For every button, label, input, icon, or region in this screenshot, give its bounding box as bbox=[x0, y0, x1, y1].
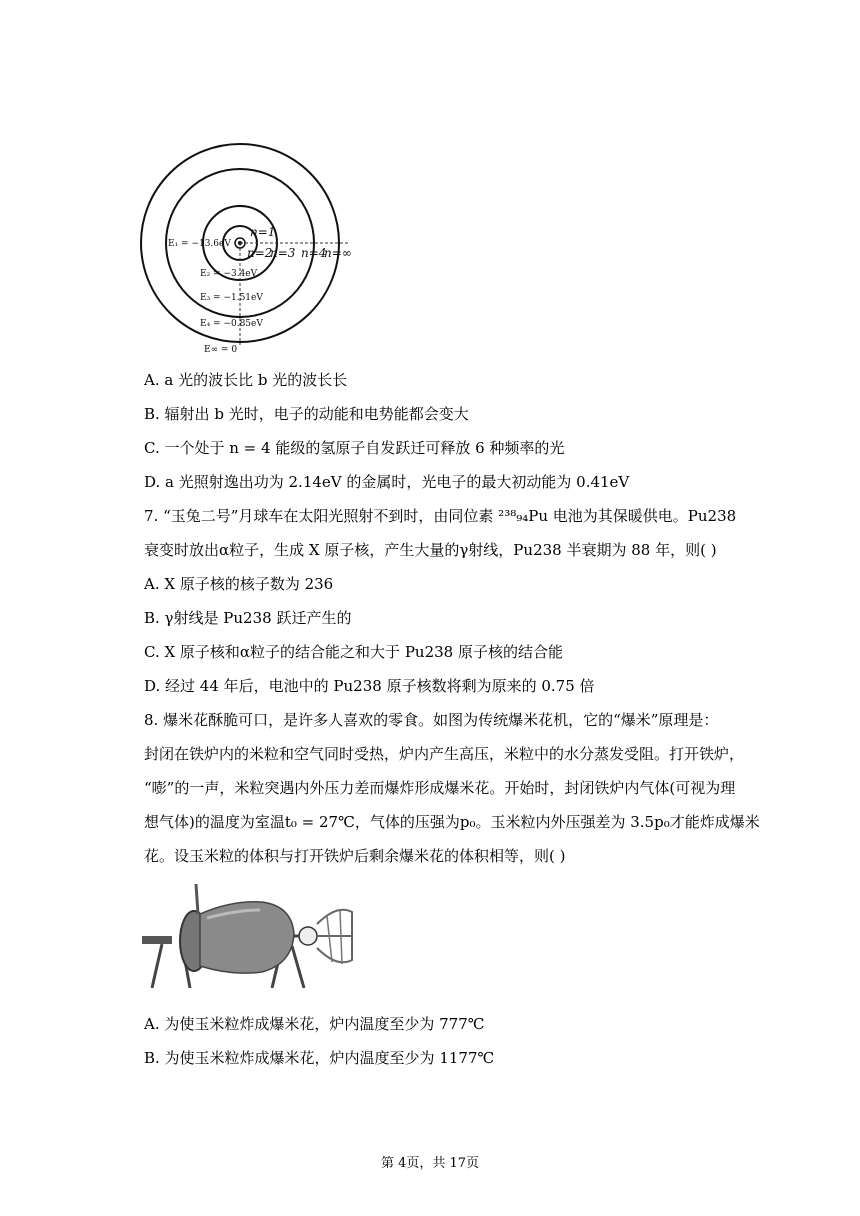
q7-option-a: A. X 原子核的核子数为 236 bbox=[144, 575, 334, 593]
q7-option-d: D. 经过 44 年后，电池中的 Pu238 原子核数将剩为原来的 0.75 倍 bbox=[144, 677, 595, 695]
q6-option-c: C. 一个处于 n = 4 能级的氢原子自发跃迁可释放 6 种频率的光 bbox=[144, 439, 565, 457]
energy-e4: E₄ = −0.85eV bbox=[200, 319, 263, 329]
q8-stem-line3: “嘭”的一声，米粒突遇内外压力差而爆炸形成爆米花。开始时，封闭铁炉内气体(可视为理 bbox=[144, 779, 736, 797]
energy-e1: E₁ = −13.6eV bbox=[168, 239, 231, 249]
q8-option-a: A. 为使玉米粒炸成爆米花，炉内温度至少为 777℃ bbox=[144, 1015, 485, 1033]
label-n1: n=1 bbox=[250, 225, 276, 239]
q7-option-c: C. X 原子核和α粒子的结合能之和大于 Pu238 原子核的结合能 bbox=[144, 643, 563, 661]
energy-e2: E₂ = −3.4eV bbox=[200, 269, 258, 279]
label-n3: n=3 bbox=[270, 246, 296, 260]
q7-stem-line2: 衰变时放出α粒子，生成 X 原子核，产生大量的γ射线，Pu238 半衰期为 88 年，则( ) bbox=[144, 541, 717, 559]
page-footer: 第 4页，共 17页 bbox=[380, 1156, 480, 1171]
energy-e3: E₃ = −1.51eV bbox=[200, 293, 263, 303]
q8-option-b: B. 为使玉米粒炸成爆米花，炉内温度至少为 1177℃ bbox=[144, 1049, 495, 1067]
q8-stem-line1: 8. 爆米花酥脆可口，是许多人喜欢的零食。如图为传统爆米花机，它的“爆米”原理是： bbox=[144, 711, 719, 729]
label-n4: n=4 bbox=[301, 246, 327, 260]
q6-option-d: D. a 光照射逸出功为 2.14eV 的金属时，光电子的最大初动能为 0.41eV bbox=[144, 473, 630, 491]
q7-option-b: B. γ射线是 Pu238 跃迁产生的 bbox=[144, 609, 352, 627]
q6-option-b: B. 辐射出 b 光时，电子的动能和电势能都会变大 bbox=[144, 405, 469, 423]
q8-stem-line5: 花。设玉米粒的体积与打开铁炉后剩余爆米花的体积相等，则( ) bbox=[144, 847, 566, 865]
label-n2: n=2 bbox=[247, 246, 273, 260]
q7-stem-line1: 7. “玉兔二号”月球车在太阳光照射不到时，由同位素 ²³⁸₉₄Pu 电池为其保暖供电。Pu238 bbox=[144, 507, 737, 525]
energy-einf: E∞ = 0 bbox=[204, 345, 238, 355]
popcorn-machine-image bbox=[142, 884, 357, 988]
q6-option-a: A. a 光的波长比 b 光的波长长 bbox=[144, 371, 348, 389]
q8-stem-line2: 封闭在铁炉内的米粒和空气同时受热，炉内产生高压，米粒中的水分蒸发受阻。打开铁炉， bbox=[144, 745, 745, 763]
label-ninf: n=∞ bbox=[324, 246, 352, 260]
q8-stem-line4: 想气体)的温度为室温t₀ = 27℃，气体的压强为p₀。玉米粒内外压强差为 3.5p₀才能炸成爆米 bbox=[144, 813, 760, 831]
bohr-model-figure bbox=[138, 130, 378, 360]
